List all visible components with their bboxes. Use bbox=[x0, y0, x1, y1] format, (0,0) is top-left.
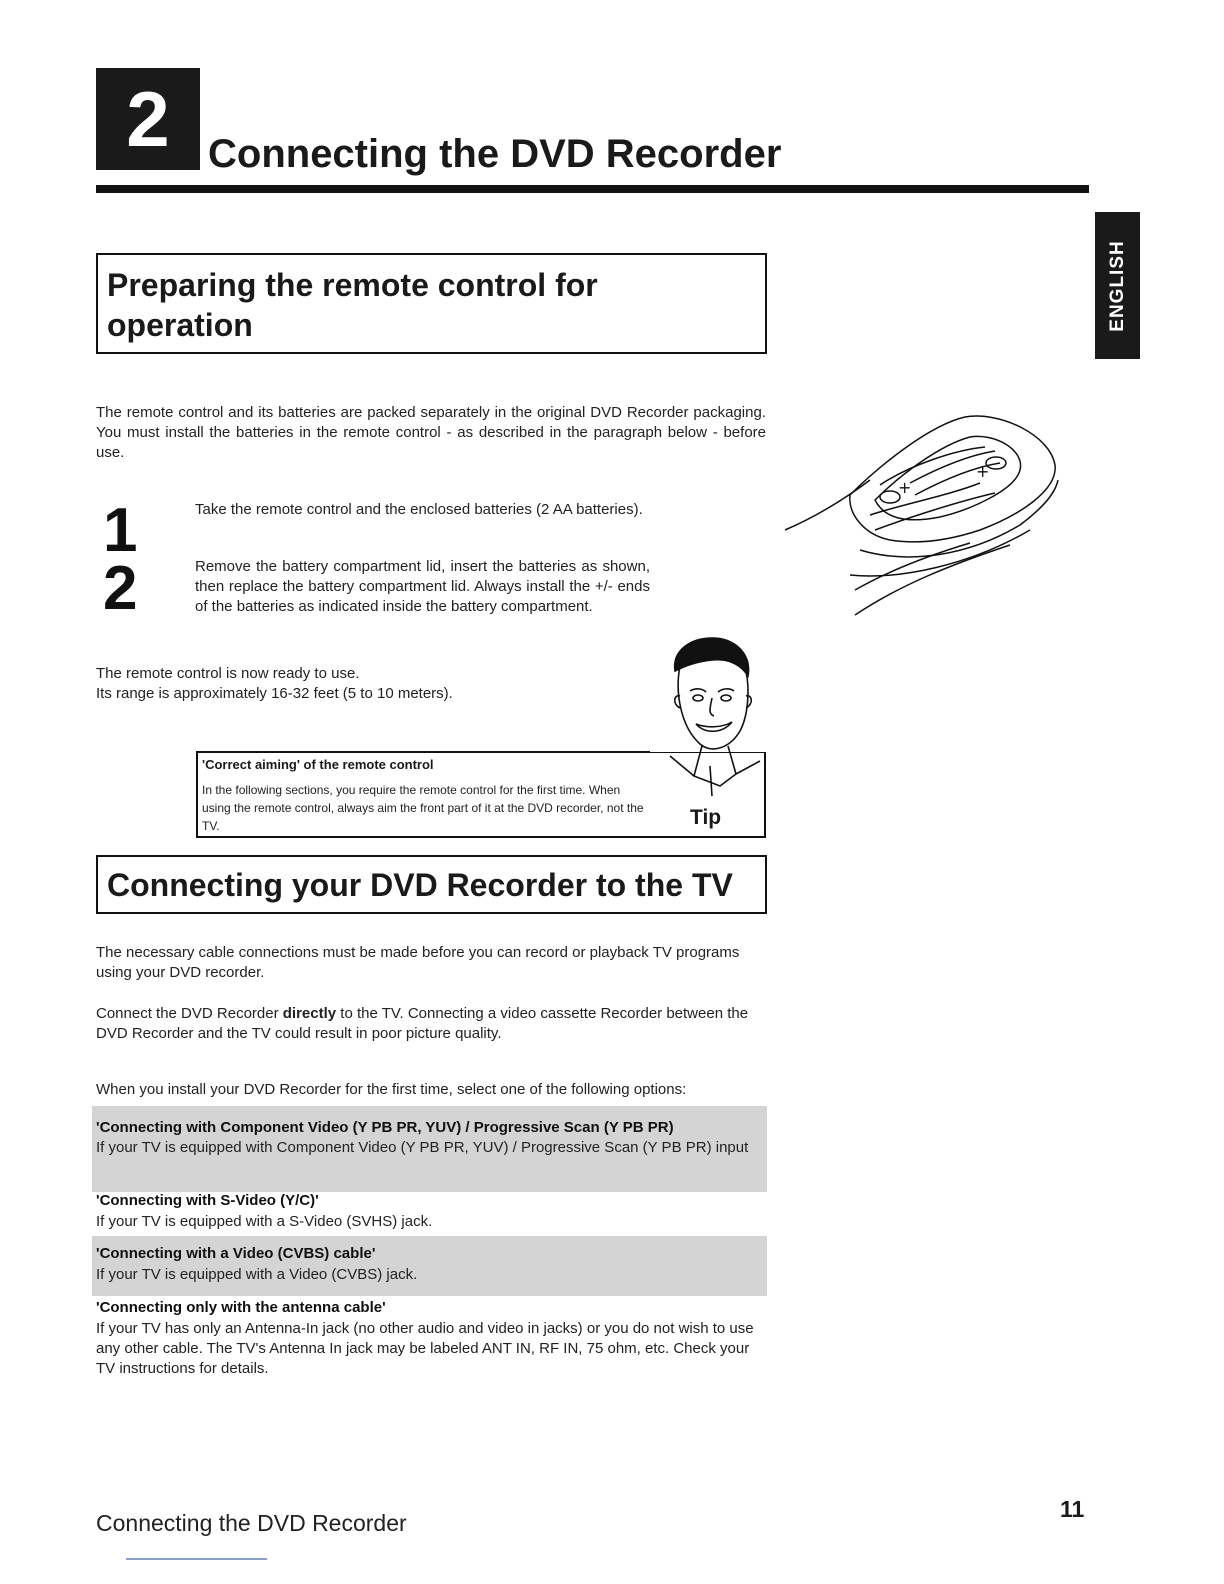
option-title: 'Connecting with S-Video (Y/C)' bbox=[96, 1192, 319, 1209]
text-run: Connect the DVD Recorder bbox=[96, 1005, 283, 1022]
remote-battery-illustration bbox=[780, 405, 1070, 620]
section-heading: Preparing the remote control for operation bbox=[107, 267, 598, 343]
ready-text bbox=[96, 664, 656, 704]
tip-title: 'Correct aiming' of the remote control bbox=[202, 757, 434, 772]
chapter-title: Connecting the DVD Recorder bbox=[208, 132, 782, 176]
chapter-number: 2 bbox=[126, 75, 170, 163]
text-run: to the TV. Connecting a video cassette Recorder between the DVD Recorder and the TV could result in poor picture quality. bbox=[96, 1005, 749, 1042]
language-tab bbox=[1095, 212, 1140, 359]
option-description: If your TV has only an Antenna-In jack (no other audio and video in jacks) or you do not wish to use any other cable. The TV's Antenna In jack may be labeled ANT IN, RF IN, 75 ohm, etc. Check your TV instructions for details. bbox=[96, 1320, 754, 1377]
svg-text:+: + bbox=[976, 462, 990, 481]
option-description: If your TV is equipped with a Video (CVBS) jack. bbox=[96, 1266, 418, 1283]
option-title: 'Connecting with Component Video (Y PB PR, YUV) / Progressive Scan (Y PB PR) bbox=[96, 1119, 674, 1136]
footer-title: Connecting the DVD Recorder bbox=[96, 1510, 407, 1536]
range-line: Its range is approximately 16-32 feet (5 to 10 meters). bbox=[96, 685, 453, 702]
section-heading-box bbox=[96, 253, 767, 354]
language-tab-label: ENGLISH bbox=[1106, 239, 1128, 332]
footer-line bbox=[126, 1558, 267, 1560]
step-number: 2 bbox=[103, 554, 138, 623]
option-title: 'Connecting with a Video (CVBS) cable' bbox=[96, 1245, 376, 1262]
tip-label: Tip bbox=[690, 806, 722, 829]
emphasis-text: directly bbox=[282, 1005, 337, 1022]
chapter-rule bbox=[96, 185, 1089, 193]
options-intro: When you install your DVD Recorder for the first time, select one of the following options: bbox=[96, 1081, 687, 1098]
tip-text: In the following sections, you require the remote control for the first time. When using the remote control, always aim the front part of it at the DVD recorder, not the TV. bbox=[202, 783, 644, 833]
direct-connection-paragraph bbox=[96, 1004, 766, 1044]
option-description: If your TV is equipped with Component Video (Y PB PR, YUV) / Progressive Scan (Y PB PR) input bbox=[96, 1139, 749, 1156]
step-text: Remove the battery compartment lid, insert the batteries as shown, then replace the battery compartment lid. Always install the +/- ends of the batteries as indicated inside the battery compartment. bbox=[195, 558, 650, 615]
tip-character-illustration bbox=[650, 636, 768, 804]
svg-text:+: + bbox=[898, 478, 912, 497]
ready-line: The remote control is now ready to use. bbox=[96, 665, 360, 682]
option-title: 'Connecting only with the antenna cable' bbox=[96, 1299, 386, 1316]
option-description: If your TV is equipped with a S-Video (SVHS) jack. bbox=[96, 1213, 433, 1230]
intro-paragraph: The remote control and its batteries are packed separately in the original DVD Recorder packaging. You must install the batteries in the remote control - as described in the paragraph below - before use. bbox=[96, 404, 766, 461]
cable-paragraph: The necessary cable connections must be made before you can record or playback TV programs using your DVD recorder. bbox=[96, 944, 740, 981]
step-number: 1 bbox=[103, 496, 138, 565]
step-text: Take the remote control and the enclosed batteries (2 AA batteries). bbox=[195, 501, 643, 518]
section-heading-box bbox=[96, 855, 767, 914]
page-number: 11 bbox=[1060, 1496, 1085, 1522]
section-heading: Connecting your DVD Recorder to the TV bbox=[107, 867, 733, 903]
